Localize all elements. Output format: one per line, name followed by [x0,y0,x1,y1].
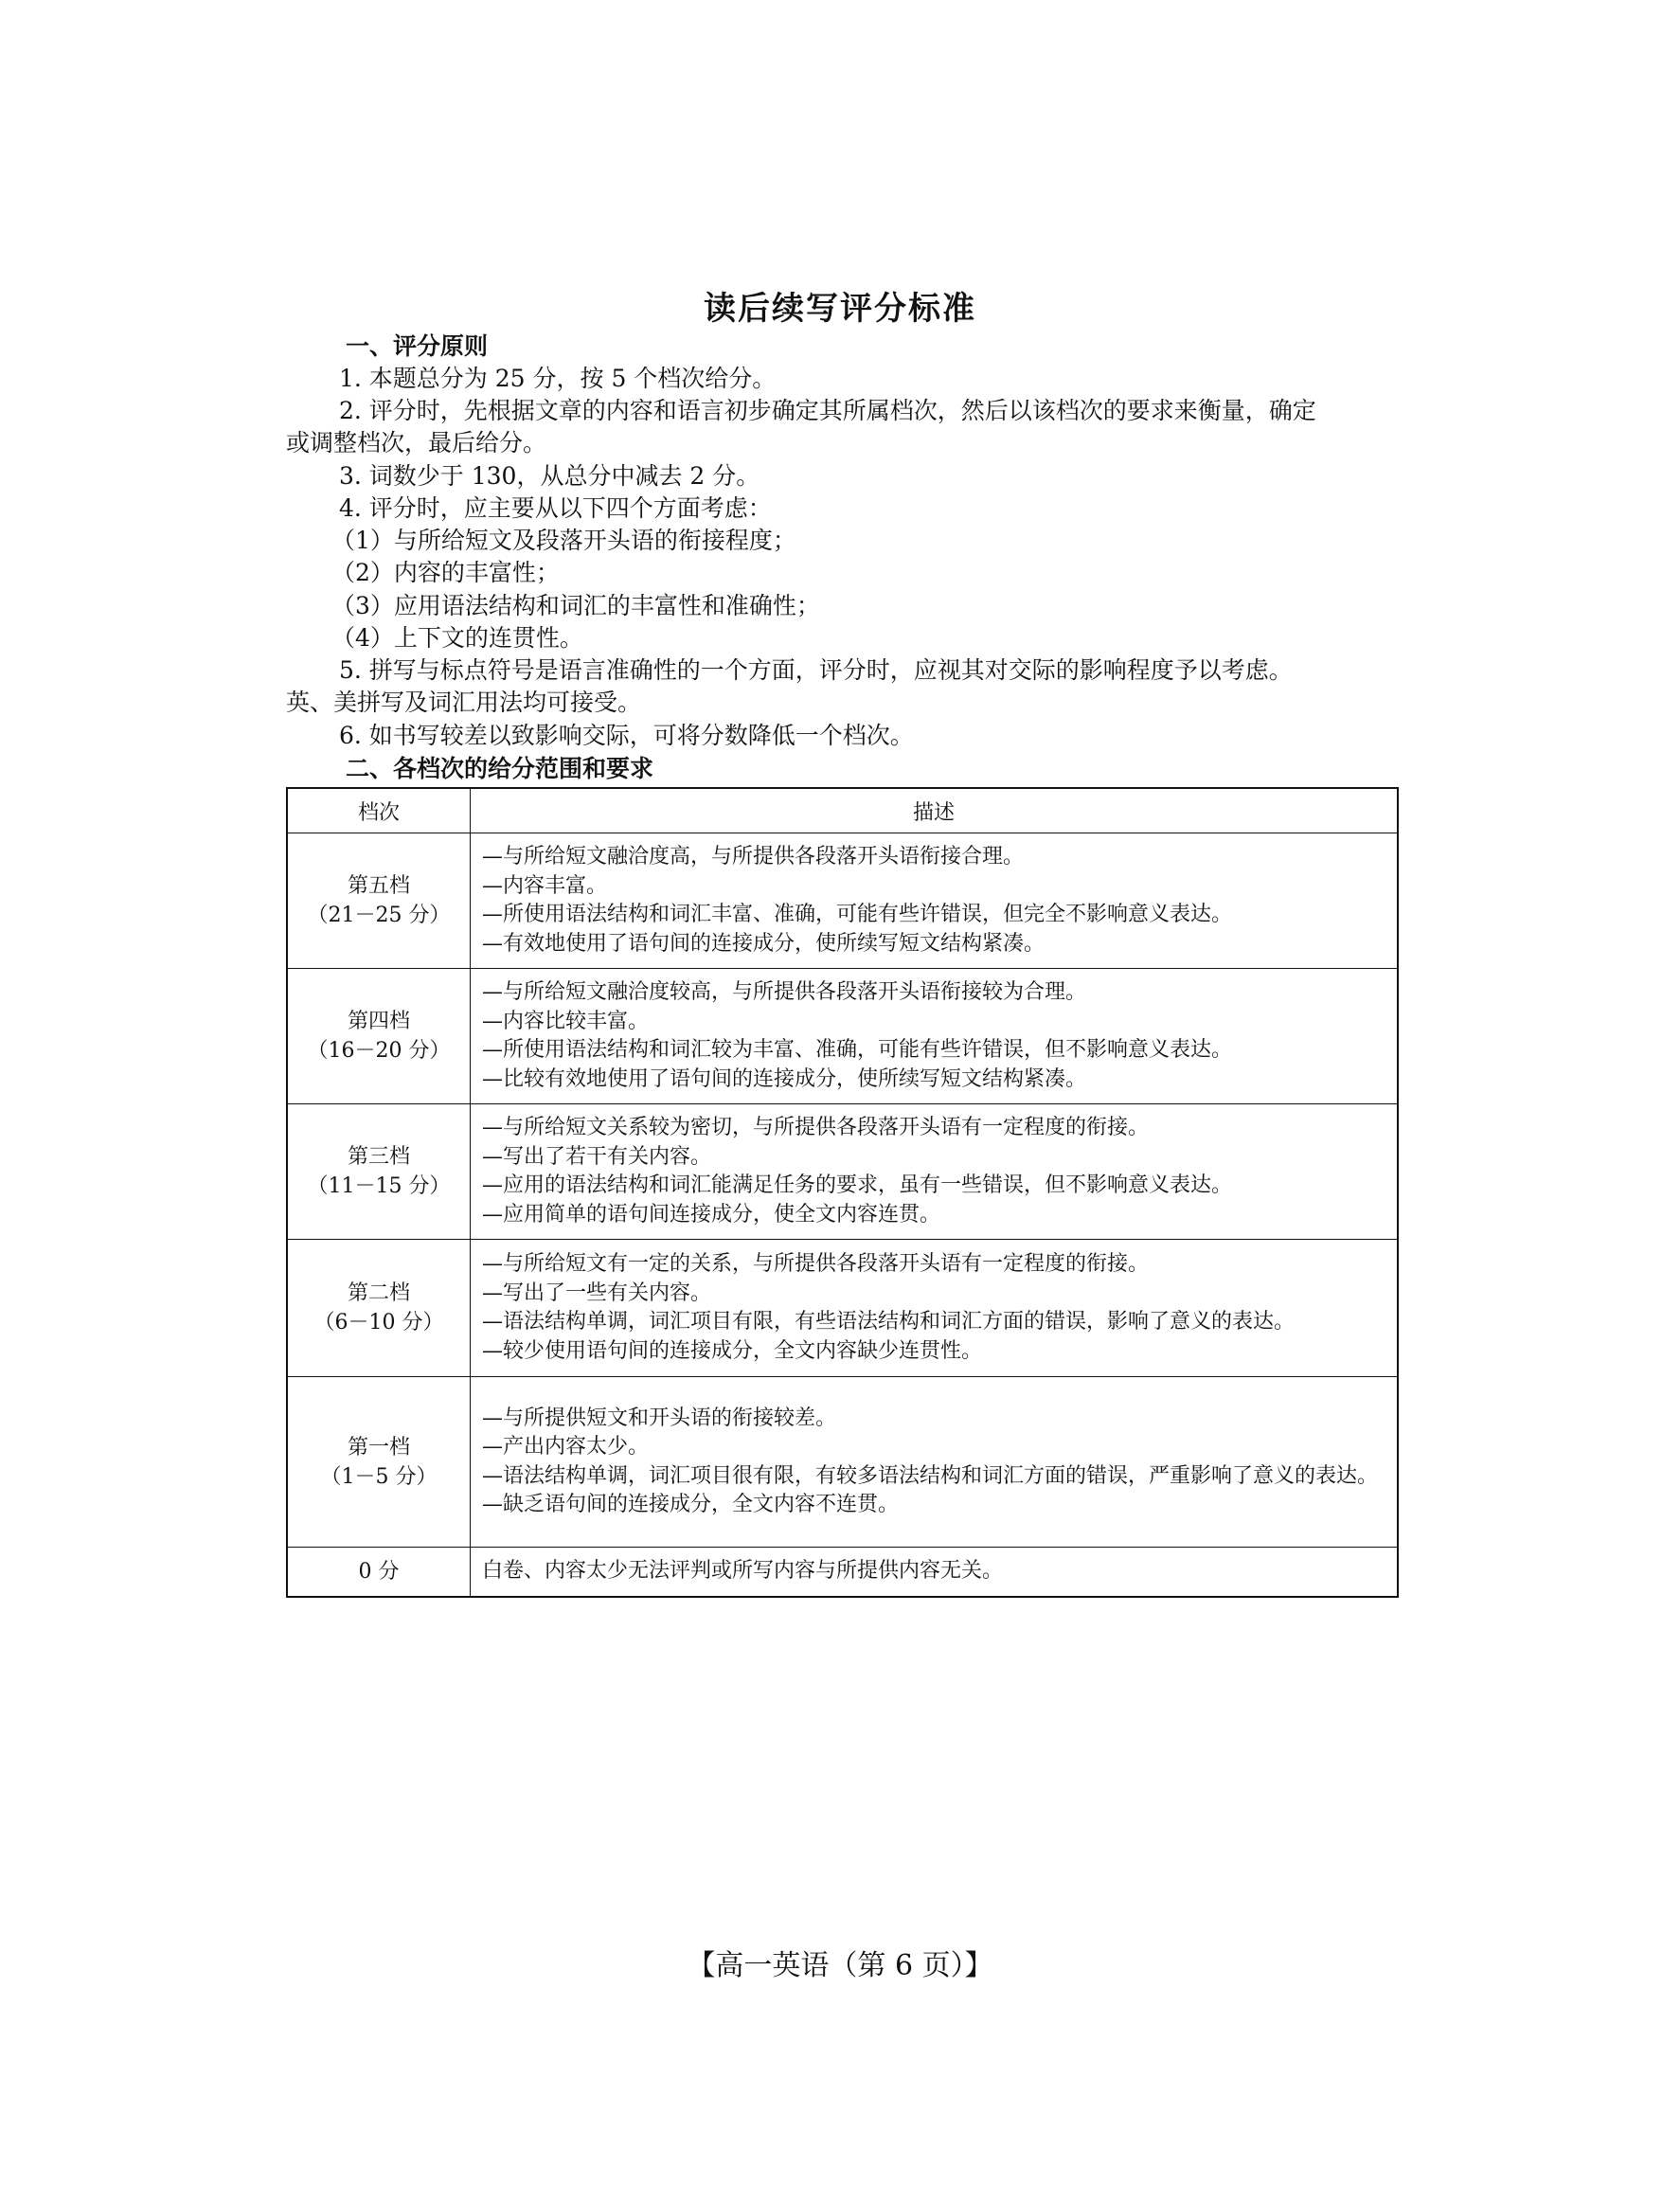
description-item: —与所给短文融洽度高，与所提供各段落开头语衔接合理。 [482,845,1025,869]
principle-line: 6. 如书写较差以致影响交际，可将分数降低一个档次。 [339,722,914,749]
description-item: —语法结构单调，词汇项目有限，有些语法结构和词汇方面的错误，影响了意义的表达。 [482,1310,1296,1334]
level-name: 第二档 [347,1281,410,1305]
description-cell [471,833,1399,969]
description-item: —应用简单的语句间连接成分，使全文内容连贯。 [482,1202,941,1227]
page-title: 读后续写评分标准 [704,290,976,328]
description-item: 白卷、内容太少无法评判或所写内容与所提供内容无关。 [482,1559,1004,1583]
description-item: —与所给短文融洽度较高，与所提供各段落开头语衔接较为合理。 [482,980,1087,1004]
principle-line: 2. 评分时，先根据文章的内容和语言初步确定其所属档次，然后以该档次的要求来衡量，确定 [339,397,1316,424]
description-item: —写出了一些有关内容。 [482,1281,712,1305]
principle-line: 或调整档次，最后给分。 [286,429,547,457]
description-item: —语法结构单调，词汇项目很有限，有较多语法结构和词汇方面的错误，严重影响了意义的表达。 [482,1463,1379,1488]
level-cell [287,1548,471,1597]
description-item: —所使用语法结构和词汇丰富、准确，可能有些许错误，但完全不影响意义表达。 [482,903,1233,926]
principle-sub-item: （2）内容的丰富性； [331,559,560,586]
principle-sub-item: （3）应用语法结构和词汇的丰富性和准确性； [331,592,820,619]
description-item: —与所给短文有一定的关系，与所提供各段落开头语有一定程度的衔接。 [482,1252,1150,1276]
section-heading-principles: 一、评分原则 [346,332,489,360]
table-row [287,969,1398,1104]
description-item: —较少使用语句间的连接成分，全文内容缺少连贯性。 [482,1338,983,1363]
level-name: 第三档 [347,1145,410,1169]
table-header-row [287,788,1398,833]
principle-line: 3. 词数少于 130，从总分中减去 2 分。 [339,462,760,490]
description-cell [471,969,1399,1104]
table-row [287,1104,1398,1240]
level-name: 第一档 [347,1435,410,1460]
header-level: 档次 [287,788,471,833]
level-range: （11－15 分） [307,1174,451,1198]
description-item: —应用的语法结构和词汇能满足任务的要求，虽有一些错误，但不影响意义表达。 [482,1173,1233,1197]
table-row [287,1377,1398,1548]
level-cell [287,1377,471,1548]
level-cell [287,1240,471,1377]
table-row [287,1240,1398,1377]
level-name: 0 分 [358,1559,400,1584]
level-range: （1－5 分） [320,1464,438,1489]
principle-line: 5. 拼写与标点符号是语言准确性的一个方面，评分时，应视其对交际的影响程度予以考虑。 [339,656,1293,684]
description-item: —所使用语法结构和词汇较为丰富、准确，可能有些许错误，但不影响意义表达。 [482,1038,1233,1062]
page-footer: 【高一英语（第 6 页）】 [687,1949,993,1982]
principle-line: 4. 评分时，应主要从以下四个方面考虑： [339,494,772,522]
description-item: —产出内容太少。 [482,1435,650,1459]
description-item: —写出了若干有关内容。 [482,1144,712,1169]
principle-sub-item: （1）与所给短文及段落开头语的衔接程度； [331,527,796,554]
table-row [287,833,1398,969]
principle-line: 1. 本题总分为 25 分，按 5 个档次给分。 [339,365,777,392]
rubric-table [286,787,1399,1598]
section-heading-levels: 二、各档次的给分范围和要求 [346,755,654,782]
table-row [287,1548,1398,1597]
description-item: —内容丰富。 [482,873,608,898]
principle-line: 英、美拼写及词汇用法均可接受。 [286,689,642,716]
description-item: —与所提供短文和开头语的衔接较差。 [482,1406,837,1430]
header-description: 描述 [471,788,1399,833]
description-cell [471,1377,1399,1548]
level-cell [287,833,471,969]
description-item: —缺乏语句间的连接成分，全文内容不连贯。 [482,1493,900,1516]
principle-sub-item: （4）上下文的连贯性。 [331,624,583,652]
level-range: （21－25 分） [307,904,451,927]
description-cell [471,1104,1399,1240]
description-item: —与所给短文关系较为密切，与所提供各段落开头语有一定程度的衔接。 [482,1116,1150,1139]
description-item: —比较有效地使用了语句间的连接成分，使所续写短文结构紧凑。 [482,1066,1087,1091]
level-name: 第四档 [347,1010,410,1033]
description-item: —有效地使用了语句间的连接成分，使所续写短文结构紧凑。 [482,931,1046,956]
description-item: —内容比较丰富。 [482,1009,650,1033]
level-cell [287,969,471,1104]
level-range: （6－10 分） [313,1311,444,1334]
description-cell [471,1240,1399,1377]
level-range: （16－20 分） [307,1039,451,1063]
level-name: 第五档 [347,874,410,898]
level-cell [287,1104,471,1240]
description-cell [471,1548,1399,1597]
